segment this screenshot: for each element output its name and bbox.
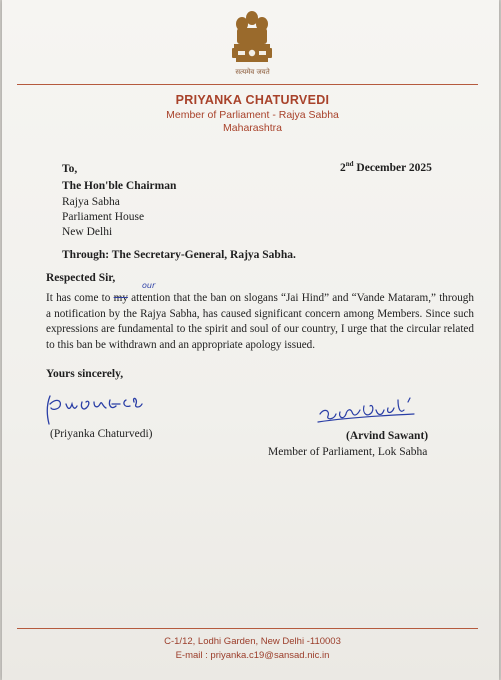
letterhead-state: Maharashtra <box>223 122 282 134</box>
national-emblem-icon <box>226 8 278 70</box>
letterhead-rule-top <box>17 84 478 85</box>
signature-arvind-icon <box>314 392 424 432</box>
footer-address: C-1/12, Lodhi Garden, New Delhi -110003 <box>164 636 341 647</box>
closing: Yours sincerely, <box>46 368 124 380</box>
handwritten-insertion: our <box>142 281 156 290</box>
recipient-title: The Hon'ble Chairman <box>62 180 177 192</box>
signatory-right-name: (Arvind Sawant) <box>346 430 429 442</box>
signatory-right-title: Member of Parliament, Lok Sabha <box>268 446 428 458</box>
letterhead-designation: Member of Parliament - Rajya Sabha <box>166 109 339 121</box>
body-paragraph: It has come to my attention that the ban on slogans “Jai Hind” and “Vande Mataram,” through a notification by the Rajya Sabha, has caused significant concern among Members. Since such expressions are fundamental to the spirit and soul of our country, I urge that the circular related to this ban be withdrawn and an appropriate apology issued. <box>46 292 474 351</box>
letter-date: 2nd December 2025 <box>340 160 432 174</box>
signatory-left-name: (Priyanka Chaturvedi) <box>50 428 153 440</box>
through-line: Through: The Secretary-General, Rajya Sabha. <box>62 249 296 261</box>
footer-email: E-mail : priyanka.c19@sansad.nic.in <box>175 650 330 661</box>
recipient-line: Rajya Sabha <box>62 196 120 208</box>
emblem-motto: सत्यमेव जयते <box>235 68 270 76</box>
signature-priyanka-icon <box>42 390 192 430</box>
struck-word: my <box>113 292 128 304</box>
letter-sheet <box>2 0 499 680</box>
recipient-line: Parliament House <box>62 211 145 223</box>
letterhead-rule-bottom <box>17 628 478 629</box>
recipient-to: To, <box>62 163 78 175</box>
salutation: Respected Sir, <box>46 272 116 284</box>
recipient-line: New Delhi <box>62 226 113 238</box>
letterhead-name: PRIYANKA CHATURVEDI <box>175 93 330 107</box>
